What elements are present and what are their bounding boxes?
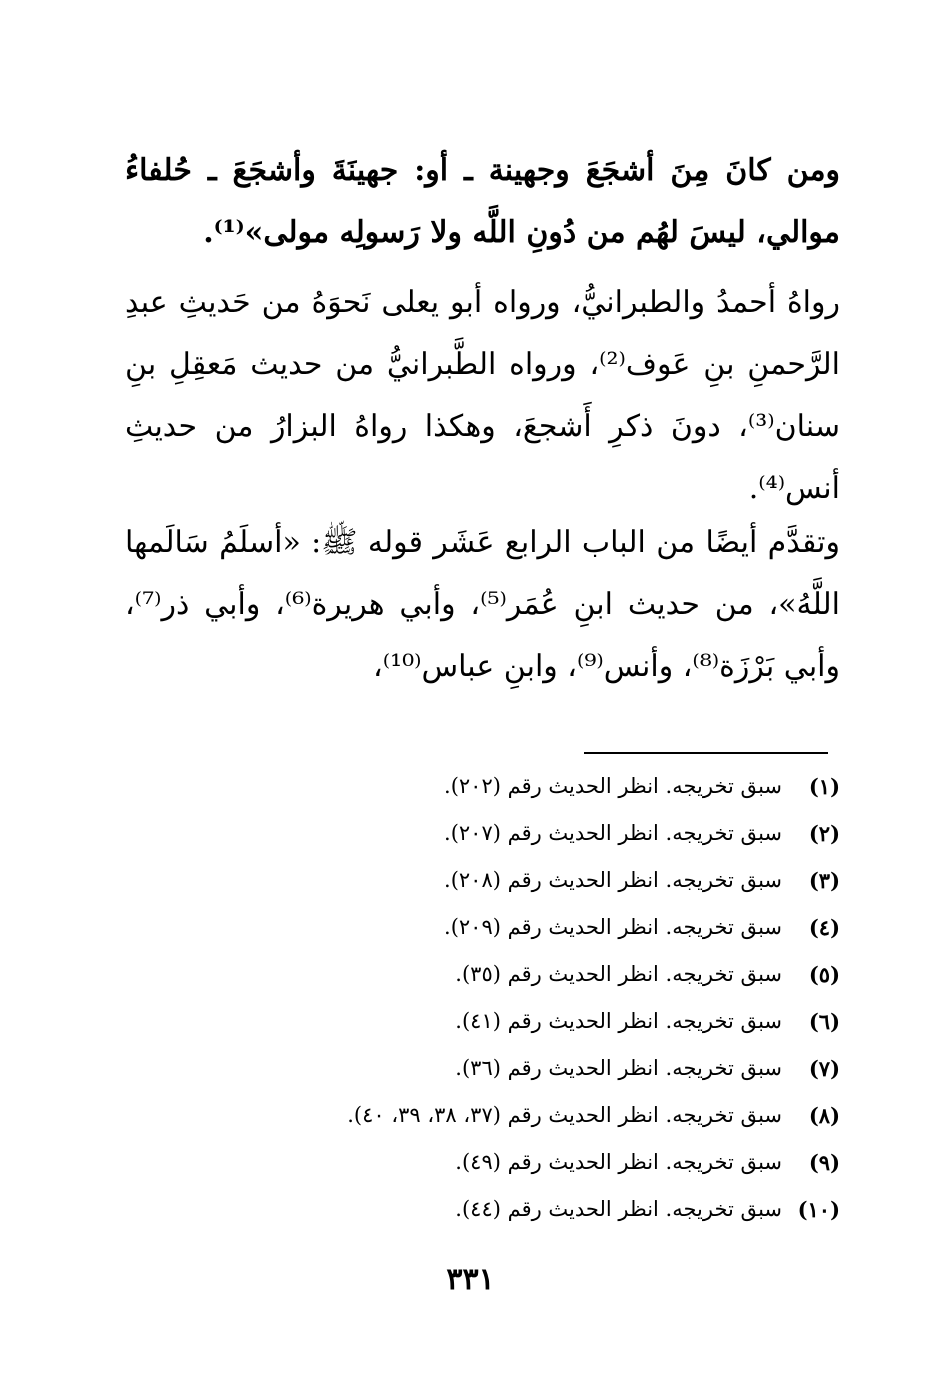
footnote-text: سبق تخريجه. انظر الحديث رقم (٢٠٨). — [444, 868, 782, 892]
footnote-separator — [584, 752, 828, 754]
footnote-number: (١٠) — [797, 1197, 840, 1222]
footnote-1 — [100, 763, 840, 810]
paragraph-narration-sources: رواهُ أحمدُ والطبرانيُّ، ورواه أبو يعلى نَحوَهُ من حَديثِ عبدِ الرَّحمنِ بنِ عَوف⁽²⁾، ورواه الطَّبرانيُّ من حديث مَعقِلِ بنِ سنان⁽³⁾، دونَ ذكرِ أَشجعَ، وهكذا رواهُ البزارُ من حديثِ أنس⁽⁴⁾. — [125, 285, 840, 506]
footnote-7 — [100, 1045, 840, 1092]
footnote-number: (٢) — [808, 821, 840, 846]
footnote-text: سبق تخريجه. انظر الحديث رقم (٢٠٢). — [444, 774, 782, 798]
footnote-number: (٤) — [808, 915, 840, 940]
footnote-number: (٩) — [808, 1150, 840, 1175]
footnote-2 — [100, 810, 840, 857]
footnote-text: سبق تخريجه. انظر الحديث رقم (٤١). — [455, 1009, 782, 1033]
footnote-8 — [100, 1092, 840, 1139]
footnote-text: سبق تخريجه. انظر الحديث رقم (٣٧، ٣٨، ٣٩، ٤٠). — [347, 1103, 782, 1127]
footnote-number: (٧) — [808, 1056, 840, 1081]
paragraph-hadith-ending: ومن كانَ مِنَ أشجَعَ وجهينة ـ أو: جهينَةَ وأشجَعَ ـ حُلفاءُ موالي، ليسَ لهُم من دُونِ اللَّه ولا رَسولِه مولى»⁽¹⁾. — [125, 153, 840, 250]
footnote-number: (٨) — [808, 1103, 840, 1128]
footnote-4 — [100, 904, 840, 951]
footnotes-list — [100, 763, 840, 1233]
footnote-number: (٦) — [808, 1009, 840, 1034]
footnote-text: سبق تخريجه. انظر الحديث رقم (٤٩). — [455, 1150, 782, 1174]
footnote-9 — [100, 1139, 840, 1186]
footnote-number: (٣) — [808, 868, 840, 893]
paragraph-chapter-reference: وتقدَّم أيضًا من الباب الرابع عَشَر قوله ﷺ: «أسلَمُ سَالَمها اللَّهُ»، من حديث ابنِ عُمَر⁽⁵⁾، وأبي هريرة⁽⁶⁾، وأبي ذر⁽⁷⁾، وأبي بَرْزَة⁽⁸⁾، وأنس⁽⁹⁾، وابنِ عباس⁽¹⁰⁾، — [125, 525, 840, 684]
footnote-text: سبق تخريجه. انظر الحديث رقم (٣٥). — [455, 962, 782, 986]
footnote-10 — [100, 1186, 840, 1233]
footnote-text: سبق تخريجه. انظر الحديث رقم (٢٠٧). — [444, 821, 782, 845]
footnote-5 — [100, 951, 840, 998]
footnote-number: (١) — [808, 774, 840, 799]
footnote-6 — [100, 998, 840, 1045]
footnote-number: (٥) — [808, 962, 840, 987]
footnote-3 — [100, 857, 840, 904]
footnote-text: سبق تخريجه. انظر الحديث رقم (٤٤). — [455, 1197, 782, 1221]
footnote-text: سبق تخريجه. انظر الحديث رقم (٣٦). — [455, 1056, 782, 1080]
page-number: ٣٣١ — [446, 1262, 495, 1297]
footnote-text: سبق تخريجه. انظر الحديث رقم (٢٠٩). — [444, 915, 782, 939]
